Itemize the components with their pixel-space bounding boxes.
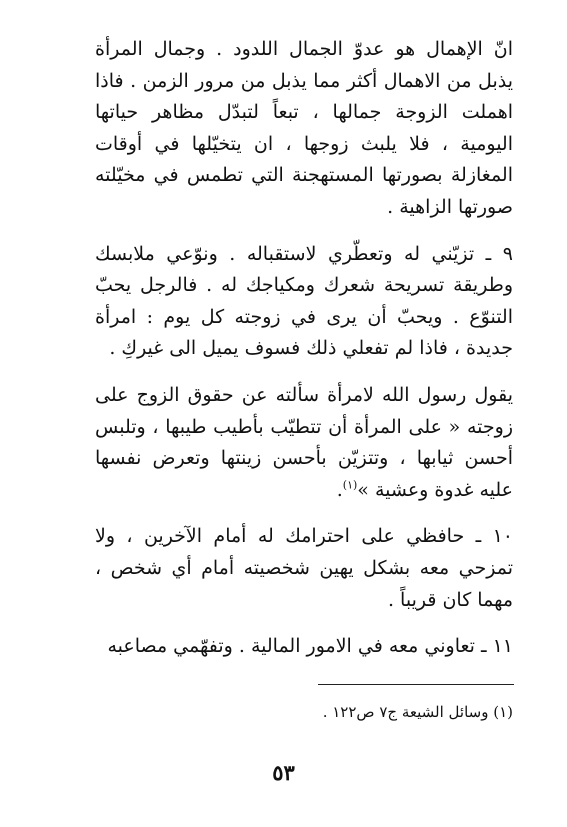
hadith-period: .: [336, 478, 343, 501]
paragraph-item-10: ١٠ ـ حافظي على احترامك له أمام الآخرين ، ولا تمزحي معه بشكل يهين شخصيته أمام أي شخص ، مهما كان قريباً .: [95, 525, 513, 611]
paragraph-hadith: [95, 380, 513, 506]
footnote: (١) وسائل الشيعة ج٧ ص١٢٢ .: [322, 703, 513, 721]
paragraph-neglect: انّ الإهمال هو عدوّ الجمال اللدود . وجمال المرأة يذبل من الاهمال أكثر مما يذبل من مرور الزمن . فاذا اهملت الزوجة جمالها ، تبعاً لتبدّل مظاهر حياتها اليومية ، فلا يلبث زوجها ، ان يتخيّلها في أوقات المغازلة بصورتها المستهجنة التي تطمس في مخيّلته صورتها الزاهية .: [95, 38, 513, 218]
footnote-divider: [318, 684, 514, 685]
paragraph-item-9: ٩ ـ تزيّني له وتعطّري لاستقباله . ونوّعي ملابسك وطريقة تسريحة شعرك ومكياجك له . فالرجل يحبّ التنوّع . ويحبّ أن يرى في زوجته كل يوم : امرأة جديدة ، فاذا لم تفعلي ذلك فسوف يميل الى غيركِ .: [95, 242, 513, 360]
hadith-text: يقول رسول الله لامرأة سألته عن حقوق الزوج على زوجته « على المرأة أن تتطيّب بأطيب طيبها ، وتلبس أحسن ثيابها ، وتتزيّن بأحسن زينتها وتعرض نفسها عليه غدوة وعشية »: [95, 383, 513, 501]
page-number: ٥٣: [272, 760, 295, 785]
paragraph-item-11: ١١ ـ تعاوني معه في الامور المالية . وتفهّمي مصاعبه: [107, 635, 513, 658]
footnote-marker: (١): [342, 478, 358, 492]
body-text: [95, 34, 513, 678]
